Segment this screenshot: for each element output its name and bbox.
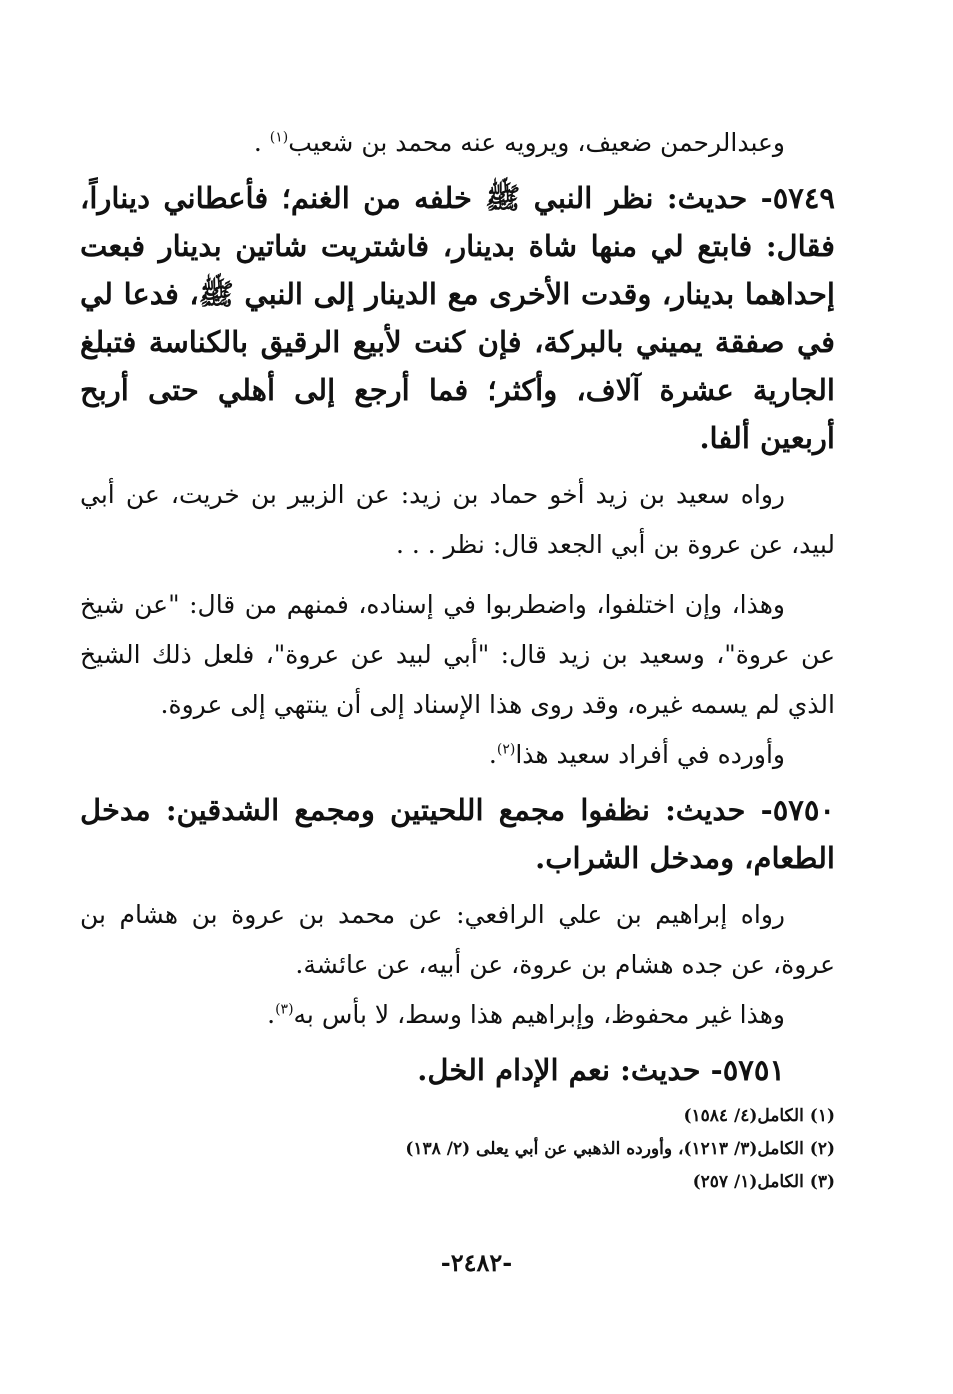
hadith-text: - حديث: نظفوا مجمع اللحيتين ومجمع الشدقين: مدخل الطعام، ومدخل الشراب. [80,793,835,875]
hadith-text: - حديث: نظر النبي ﷺ خلفه من الغنم؛ فأعطاني ديناراً، فقال: فابتع لي منها شاة بدينار، فاشتريت شاتين بدينار فبعت إحداهما بدينار، وقدت الأخرى مع الدينار إلى النبي ﷺ، فدعا لي في صفقة يميني بالبركة، فإن كنت لأبيع الرقيق بالكناسة فتبلغ الجارية عشرة آلاف، وأكثر؛ فما أرجع إلى أهلي حتى أربح أربعين ألفا. [80,181,835,455]
intro-end: . [253,128,270,157]
hadith-number: ٥٧٥١ [722,1053,785,1087]
commentary-end: . [488,740,497,769]
commentary-paragraph: رواه إبراهيم بن علي الرافعي: عن محمد بن عروة بن هشام بن عروة، عن جده هشام بن عروة، عن أبيه، عن عائشة. [80,900,835,979]
commentary-paragraph [80,990,835,1040]
page-number: -٢٤٨٢- [440,1248,513,1277]
footnote-item: (٣) الكامل(١/ ٢٥٧) [692,1172,835,1192]
footnote-item: (٢) الكامل(٣/ ١٢١٣)، وأورده الذهبي عن أبي يعلى (٢/ ١٣٨) [405,1139,835,1159]
hadith-5749 [80,174,835,462]
commentary-end: . [267,1000,276,1029]
intro-paragraph [80,118,835,168]
hadith-5750 [80,786,835,882]
commentary-paragraph: وهذا، وإن اختلفوا، واضطربوا في إسناده، فمنهم من قال: "عن شيخ عن عروة"، وسعيد بن زيد قال: "أبي لبيد عن عروة"، فلعل ذلك الشيخ الذي لم يسمه غيره، وقد روى هذا الإسناد إلى أن ينتهي إلى عروة. [80,590,835,719]
footnote-ref-1: (١) [269,129,289,146]
page-body [80,118,835,1102]
hadith-text: - حديث: نعم الإدام الخل. [417,1053,723,1087]
footnote-ref-3: (٣) [275,1001,294,1018]
hadith-number: ٥٧٥٠ [772,793,835,827]
commentary-text: وأورده في أفراد سعيد هذا [515,740,785,769]
commentary-paragraph [80,730,835,780]
footnote-item: (١) الكامل(٤/ ١٥٨٤) [683,1106,835,1126]
intro-text: وعبدالرحمن ضعيف، ويرويه عنه محمد بن شعيب [288,128,785,157]
commentary-paragraph: رواه سعيد بن زيد أخو حماد بن زيد: عن الزبير بن خريت، عن أبي لبيد، عن عروة بن أبي الجعد قال: نظر . . . [80,480,835,559]
hadith-number: ٥٧٤٩ [772,181,835,215]
footnote-ref-2: (٢) [496,741,516,758]
footnotes [80,1100,835,1199]
commentary-text: وهذا غير محفوظ، وإبراهيم هذا وسط، لا بأس به [293,1000,785,1029]
hadith-5751 [80,1046,835,1094]
spacer [80,570,835,580]
